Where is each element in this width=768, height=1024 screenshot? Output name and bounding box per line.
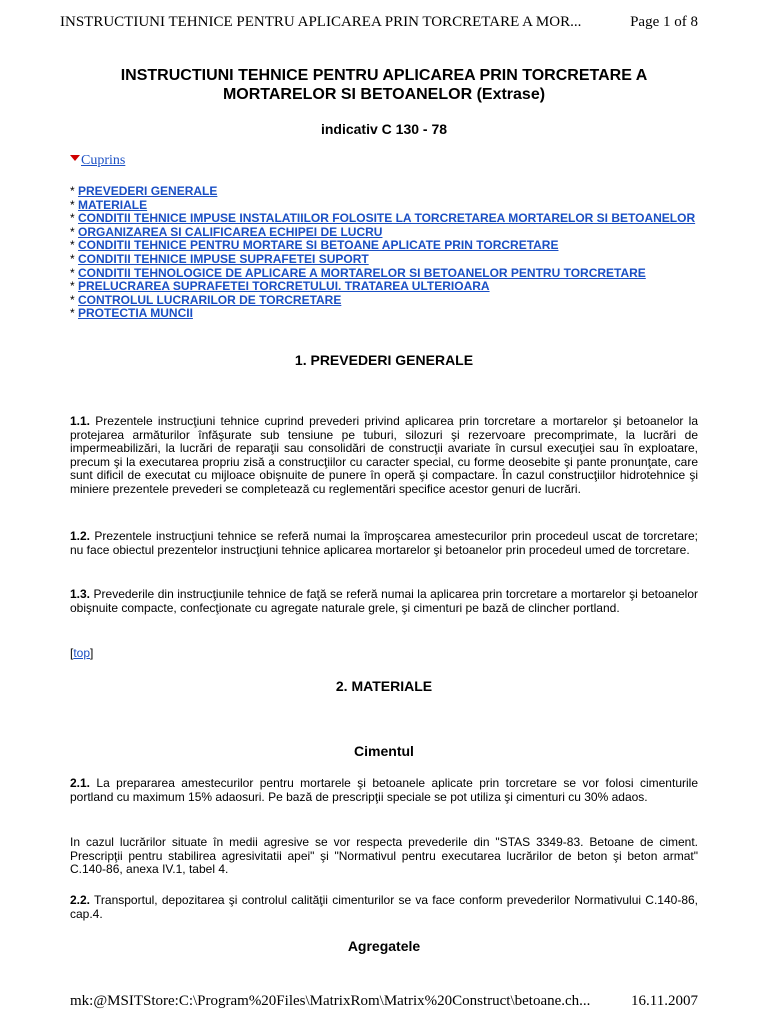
subheading-cimentul: Cimentul <box>354 743 414 759</box>
toc-item: * ORGANIZAREA SI CALIFICAREA ECHIPEI DE LUCRU <box>70 224 383 239</box>
footer-path: mk:@MSITStore:C:\Program%20Files\MatrixRom\Matrix%20Construct\betoane.ch... <box>70 993 591 1009</box>
title-line-1: INSTRUCTIUNI TEHNICE PENTRU APLICAREA PRIN TORCRETARE A <box>120 67 648 84</box>
expand-triangle-icon <box>70 155 80 161</box>
toc-item: * CONDITII TEHNICE PENTRU MORTARE SI BETOANE APLICATE PRIN TORCRETARE <box>70 238 559 253</box>
back-to-top: [top] <box>70 646 94 660</box>
toc-link-prevederi-generale[interactable]: PREVEDERI GENERALE <box>78 184 218 198</box>
toc-item: * MATERIALE <box>70 197 148 212</box>
paragraph-number: 2.1. <box>70 776 91 790</box>
paragraph-2-2 <box>70 894 698 921</box>
toc-link-conditii-instalatii[interactable]: CONDITII TEHNICE IMPUSE INSTALATIILOR FOLOSITE LA TORCRETAREA MORTARELOR SI BETOANELOR <box>78 211 696 226</box>
title-line-2: MORTARELOR SI BETOANELOR (Extrase) <box>222 86 546 103</box>
paragraph-number: 1.2. <box>70 529 91 543</box>
subheading-agregatele: Agregatele <box>347 938 421 954</box>
paragraph-text: La prepararea amestecurilor pentru mortarele şi betoanele aplicate prin torcretare se vor folosi cimenturile portland cu maximum 15% adaosuri. Pe bază de prescripţii speciale se pot utiliza şi cimenturi cu 30% adaos. <box>70 776 698 804</box>
page-footer <box>70 993 698 1013</box>
paragraph-number: 2.2. <box>70 893 91 907</box>
toc-item: * PRELUCRAREA SUPRAFETEI TORCRETULUI. TRATAREA ULTERIOARA <box>70 279 490 294</box>
footer-date: 16.11.2007 <box>631 993 698 1009</box>
paragraph-text: Transportul, depozitarea şi controlul calităţii cimenturilor se va face conform prevederilor Normativului C.140-86, cap.4. <box>70 893 698 921</box>
paragraph-text: Prezentele instrucţiuni tehnice se referă numai la împroşcarea amestecurilor prin procedeul uscat de torcretare; nu face obiectul prezentelor instrucţiuni tehnice aplicarea mortarelor şi betoanelor prin procedeul umed de torcretare. <box>70 529 698 557</box>
paragraph-1-1 <box>70 415 698 497</box>
toc-item: * CONDITII TEHNOLOGICE DE APLICARE A MORTARELOR SI BETOANELOR PENTRU TORCRETARE <box>70 265 646 280</box>
toc-item: * CONTROLUL LUCRARILOR DE TORCRETARE <box>70 292 342 307</box>
page-header <box>60 14 698 34</box>
paragraph-text: Prezentele instrucţiuni tehnice cuprind prevederi privind aplicarea prin torcretare a mortarelor şi betoanelor la protejarea armăturilor înfăşurate sub tensiune pe tuburi, silozuri şi rezervoare precomprimate, la lucrări de impermeabilizări, la lucrări de reparaţii sau consolidări de construcţii avariate în cursul execuţiei sau în exploatare, precum şi la executarea propriu zisă a construcţiilor cu caracter special, cu forme deosebite şi pante pronunţate, care sunt dificil de executat cu mijloace obişnuite de punere în operă şi compactare. În cazul construcţiilor hidrotehnice şi miniere prezentele prevederi se completează cu reglementări specifice acestor genuri de lucrări. <box>70 414 698 496</box>
paragraph-2-1-agresivitate: In cazul lucrărilor situate în medii agresive se vor respecta prevederile din "STAS 3349-83. Betoane de ciment. Prescripţii pentru stabilirea agresivitatii apei" şi "Normativul pentru executarea lucrărilor de beton şi beton armat" C.140-86, anexa IV.1, tabel 4. <box>70 835 698 877</box>
paragraph-1-2 <box>70 530 698 557</box>
toc-link-conditii-tehnologice[interactable]: CONDITII TEHNOLOGICE DE APLICARE A MORTARELOR SI BETOANELOR PENTRU TORCRETARE <box>78 265 646 280</box>
toc-link-prelucrarea-suprafetei[interactable]: PRELUCRAREA SUPRAFETEI TORCRETULUI. TRATAREA ULTERIOARA <box>78 279 490 294</box>
toc-item: * CONDITII TEHNICE IMPUSE INSTALATIILOR FOLOSITE LA TORCRETAREA MORTARELOR SI BETOANELOR <box>70 211 696 226</box>
toc-item: * CONDITII TEHNICE IMPUSE SUPRAFETEI SUPORT <box>70 251 369 266</box>
document-subtitle: indicativ C 130 - 78 <box>320 121 448 137</box>
document-title <box>70 66 698 104</box>
top-link[interactable]: top <box>73 646 91 660</box>
cuprins-toggle[interactable] <box>70 153 125 169</box>
paragraph-2-1 <box>70 777 698 804</box>
section-heading-materiale: 2. MATERIALE <box>335 678 433 694</box>
toc-link-suprafata-suport[interactable]: CONDITII TEHNICE IMPUSE SUPRAFETEI SUPORT <box>78 251 369 266</box>
paragraph-1-3 <box>70 588 698 615</box>
paragraph-text: Prevederile din instrucţiunile tehnice de faţă se referă numai la aplicarea prin torcretare a mortarelor şi betoanelor obişnuite compacte, confecţionate cu agregate naturale grele, şi cimenturi pe bază de clincher portland. <box>70 587 698 615</box>
toc-item: * PROTECTIA MUNCII <box>70 306 193 321</box>
toc-link-organizarea-echipei[interactable]: ORGANIZAREA SI CALIFICAREA ECHIPEI DE LUCRU <box>78 224 383 239</box>
paragraph-number: 1.1. <box>70 414 91 428</box>
toc-item: * PREVEDERI GENERALE <box>70 184 218 198</box>
table-of-contents <box>70 185 698 321</box>
toc-link-conditii-mortare-betoane[interactable]: CONDITII TEHNICE PENTRU MORTARE SI BETOANE APLICATE PRIN TORCRETARE <box>78 238 559 253</box>
header-title: INSTRUCTIUNI TEHNICE PENTRU APLICAREA PRIN TORCRETARE A MOR... <box>60 14 582 30</box>
paragraph-number: 1.3. <box>70 587 91 601</box>
toc-link-protectia-muncii[interactable]: PROTECTIA MUNCII <box>78 306 193 321</box>
cuprins-link[interactable]: Cuprins <box>81 153 126 168</box>
toc-link-controlul-lucrarilor[interactable]: CONTROLUL LUCRARILOR DE TORCRETARE <box>78 292 342 307</box>
page-number: Page 1 of 8 <box>630 14 698 30</box>
toc-link-materiale[interactable]: MATERIALE <box>78 197 148 212</box>
section-heading-prevederi-generale: 1. PREVEDERI GENERALE <box>294 352 474 368</box>
